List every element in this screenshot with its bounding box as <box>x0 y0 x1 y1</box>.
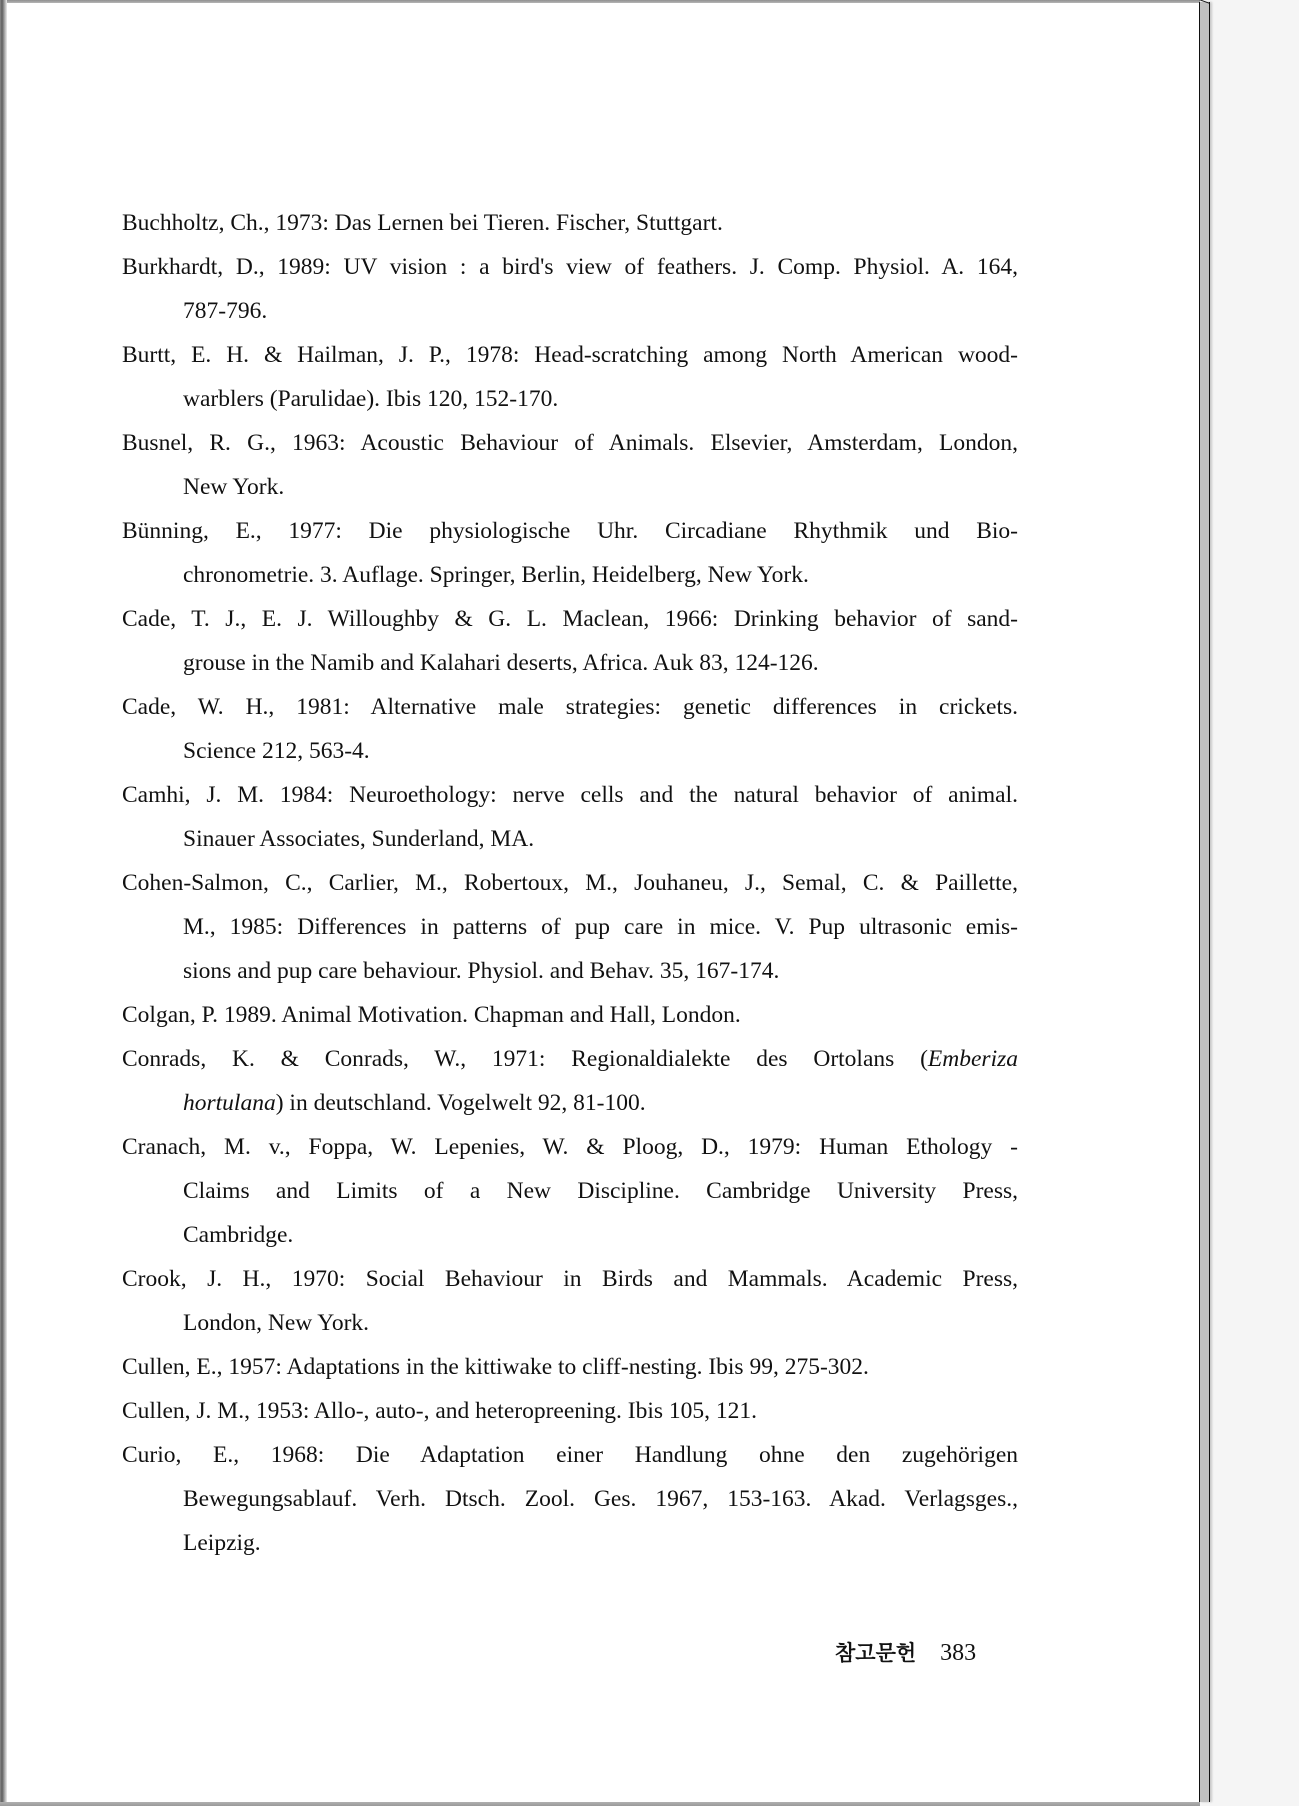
reference-entry-cade-wh: Cade, W. H., 1981: Alternative male strategies: genetic differences in crickets. <box>122 694 1018 720</box>
reference-text: Conrads, K. & Conrads, W., 1971: Regionaldialekte des Ortolans ( <box>122 1046 928 1072</box>
reference-text: ) in deutschland. Vogelwelt 92, 81-100. <box>275 1090 646 1116</box>
reference-entry-cohen-salmon-cont-2: sions and pup care behaviour. Physiol. and Behav. 35, 167-174. <box>183 958 780 984</box>
reference-entry-conrads <box>122 1045 1018 1073</box>
reference-entry-curio-cont-2: Leipzig. <box>183 1530 261 1556</box>
reference-entry-crook: Crook, J. H., 1970: Social Behaviour in Birds and Mammals. Academic Press, <box>122 1266 1018 1292</box>
reference-entry-cranach: Cranach, M. v., Foppa, W. Lepenies, W. & Ploog, D., 1979: Human Ethology - <box>122 1134 1018 1160</box>
reference-entry-cullen-e: Cullen, E., 1957: Adaptations in the kittiwake to cliff-nesting. Ibis 99, 275-302. <box>122 1354 869 1380</box>
section-title: 참고문헌 <box>835 1641 917 1665</box>
page-top-edge <box>0 0 1200 3</box>
reference-entry-curio-cont-1: Bewegungsablauf. Verh. Dtsch. Zool. Ges. 1967, 153-163. Akad. Verlagsges., <box>183 1486 1018 1512</box>
reference-entry-busnel: Busnel, R. G., 1963: Acoustic Behaviour of Animals. Elsevier, Amsterdam, London, <box>122 430 1018 456</box>
page-number: 383 <box>940 1640 977 1666</box>
reference-entry-crook-cont: London, New York. <box>183 1310 370 1336</box>
reference-entry-cranach-cont-2: Cambridge. <box>183 1222 294 1248</box>
reference-entry-camhi-cont: Sinauer Associates, Sunderland, MA. <box>183 826 535 852</box>
reference-entry-burtt-cont: warblers (Parulidae). Ibis 120, 152-170. <box>183 386 559 412</box>
page-left-edge <box>0 0 7 1806</box>
reference-entry-curio: Curio, E., 1968: Die Adaptation einer Handlung ohne den zugehörigen <box>122 1442 1018 1468</box>
reference-entry-burkhardt-cont: 787-796. <box>183 298 268 324</box>
reference-entry-cade-tj: Cade, T. J., E. J. Willoughby & G. L. Maclean, 1966: Drinking behavior of sand- <box>122 606 1018 632</box>
reference-entry-buenning: Bünning, E., 1977: Die physiologische Uhr. Circadiane Rhythmik und Bio- <box>122 518 1018 544</box>
reference-entry-colgan: Colgan, P. 1989. Animal Motivation. Chapman and Hall, London. <box>122 1002 741 1028</box>
species-name-italic: hortulana <box>183 1090 276 1116</box>
reference-entry-cranach-cont-1: Claims and Limits of a New Discipline. Cambridge University Press, <box>183 1178 1018 1204</box>
reference-entry-cohen-salmon: Cohen-Salmon, C., Carlier, M., Robertoux, M., Jouhaneu, J., Semal, C. & Paillette, <box>122 870 1018 896</box>
reference-entry-cade-tj-cont: grouse in the Namib and Kalahari deserts, Africa. Auk 83, 124-126. <box>183 650 819 676</box>
reference-entry-buenning-cont: chronometrie. 3. Auflage. Springer, Berlin, Heidelberg, New York. <box>183 562 809 588</box>
species-name-italic: Emberiza <box>927 1046 1018 1072</box>
page-footer <box>835 1637 976 1667</box>
reference-entry-cohen-salmon-cont-1: M., 1985: Differences in patterns of pup care in mice. V. Pup ultrasonic emis- <box>183 914 1018 940</box>
reference-entry-cullen-jm: Cullen, J. M., 1953: Allo-, auto-, and heteropreening. Ibis 105, 121. <box>122 1398 758 1424</box>
page-bottom-edge <box>0 1802 1200 1806</box>
reference-entry-busnel-cont: New York. <box>183 474 285 500</box>
reference-entry-cade-wh-cont: Science 212, 563-4. <box>183 738 370 764</box>
reference-entry-burtt: Burtt, E. H. & Hailman, J. P., 1978: Head-scratching among North American wood- <box>122 342 1018 368</box>
reference-entry-buchholtz: Buchholtz, Ch., 1973: Das Lernen bei Tieren. Fischer, Stuttgart. <box>122 210 723 236</box>
reference-entry-camhi: Camhi, J. M. 1984: Neuroethology: nerve cells and the natural behavior of animal. <box>122 782 1018 808</box>
page-spine-edge <box>1199 2 1210 1802</box>
reference-entry-conrads-cont <box>183 1089 1018 1117</box>
reference-entry-burkhardt: Burkhardt, D., 1989: UV vision : a bird's view of feathers. J. Comp. Physiol. A. 164, <box>122 254 1018 280</box>
